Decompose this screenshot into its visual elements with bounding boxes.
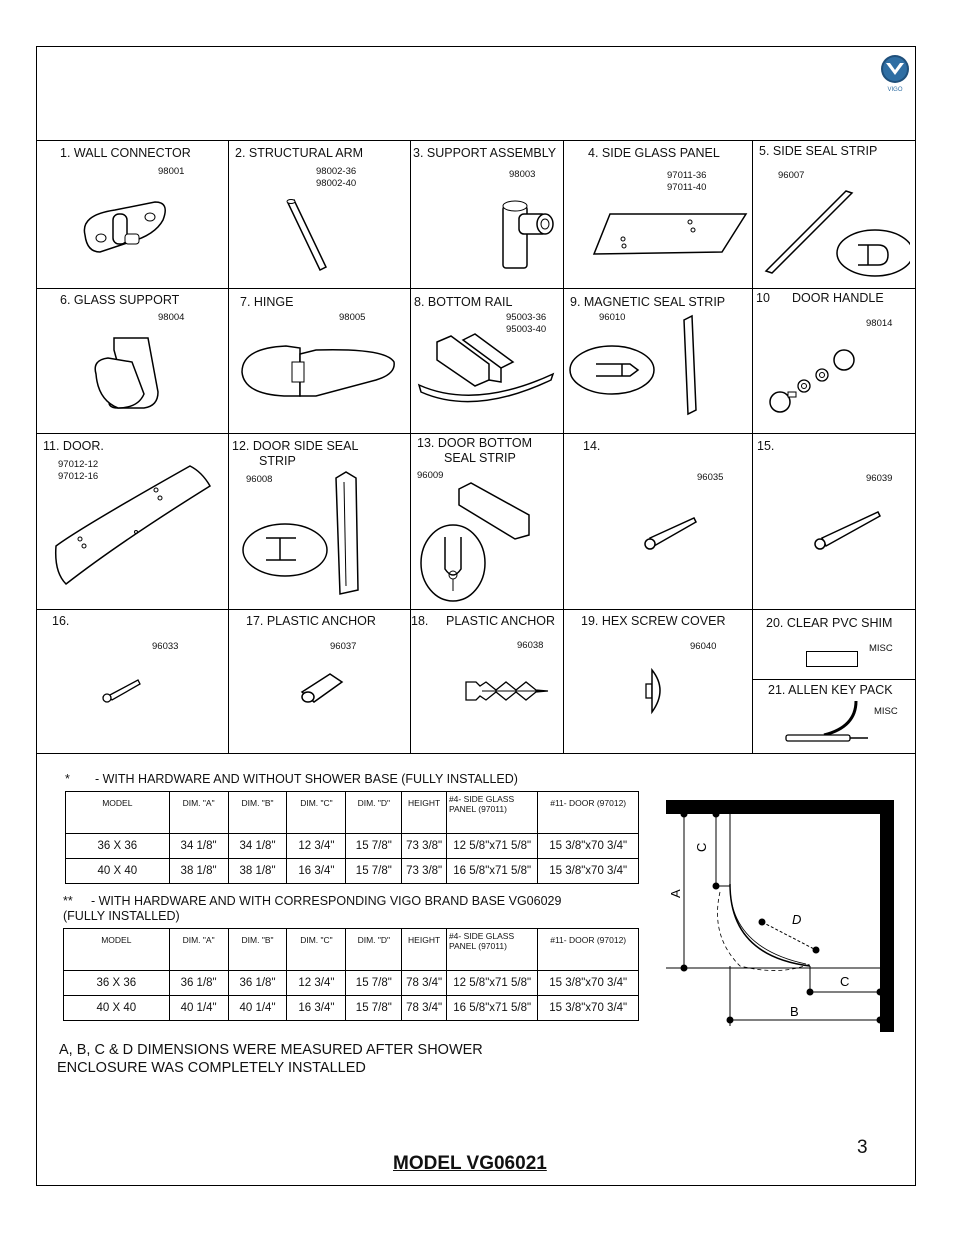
column-header: DIM. "A" <box>169 929 228 971</box>
table2-note-2: (FULLY INSTALLED) <box>63 909 180 923</box>
table-row <box>66 859 639 884</box>
table-cell: 36 X 36 <box>64 971 170 996</box>
table-cell: 15 7/8" <box>346 859 402 884</box>
part-label-2: DOOR HANDLE <box>792 291 884 305</box>
part-number: 96035 <box>697 472 724 483</box>
column-header: DIM. "A" <box>169 792 228 834</box>
part-number: 96033 <box>152 641 179 652</box>
part-number: 96010 <box>599 312 626 323</box>
part-number: 96009 <box>417 470 444 481</box>
part-label-2: PLASTIC ANCHOR <box>446 614 556 628</box>
part-label: 3. SUPPORT ASSEMBLY <box>413 146 557 160</box>
pvc-shim-illustration <box>806 651 858 667</box>
part-label: 11. DOOR. <box>43 439 104 453</box>
door-illustration <box>50 462 215 592</box>
part-label: 13. DOOR BOTTOM <box>417 436 533 450</box>
column-header: DIM. "D" <box>346 792 402 834</box>
door-bottom-seal-strip-illustration <box>415 475 555 605</box>
table-cell: 15 3/8"x70 3/4" <box>538 834 639 859</box>
table-cell: 34 1/8" <box>228 834 287 859</box>
table-cell: 38 1/8" <box>228 859 287 884</box>
part-number: 96037 <box>330 641 357 652</box>
small-screw-illustration <box>100 676 145 706</box>
part-label: 12. DOOR SIDE SEAL <box>232 439 359 453</box>
part-label: 9. MAGNETIC SEAL STRIP <box>570 295 726 309</box>
table-cell: 36 1/8" <box>228 971 287 996</box>
table-cell: 34 1/8" <box>169 834 228 859</box>
spec-table-without-base <box>65 791 639 884</box>
table-cell: 78 3/4" <box>402 971 447 996</box>
part-number: 96040 <box>690 641 717 652</box>
part-number: 96008 <box>246 474 273 485</box>
measure-note-line-2: ENCLOSURE WAS COMPLETELY INSTALLED <box>57 1060 366 1076</box>
part-label: 8. BOTTOM RAIL <box>414 295 513 309</box>
column-header: DIM. "C" <box>287 792 346 834</box>
part-label: 21. ALLEN KEY PACK <box>768 683 893 697</box>
allen-key-illustration <box>780 697 872 749</box>
support-assembly-illustration <box>495 188 560 273</box>
vigo-logo <box>878 53 912 93</box>
door-side-seal-strip-illustration <box>240 466 360 596</box>
table-cell: 40 1/4" <box>228 996 287 1021</box>
table-cell: 73 3/8" <box>402 834 447 859</box>
table-row <box>66 834 639 859</box>
part-label: 18. <box>411 614 429 628</box>
table-cell: 12 5/8"x71 5/8" <box>446 834 537 859</box>
screw-illustration <box>810 508 885 553</box>
logo-text: VIGO <box>887 87 903 93</box>
page-number: 3 <box>857 1137 868 1158</box>
part-label: 14. <box>583 439 601 453</box>
dim-label-c-horizontal: C <box>840 974 850 989</box>
hex-screw-cover-illustration <box>640 664 670 719</box>
column-header: MODEL <box>66 792 170 834</box>
table-cell: 12 3/4" <box>287 971 346 996</box>
part-number: 96007 <box>778 170 805 181</box>
dim-label-d: D <box>792 912 802 927</box>
column-header: DIM. "B" <box>228 929 287 971</box>
part-label-2: STRIP <box>259 454 296 468</box>
table-row <box>64 971 639 996</box>
part-label: 2. STRUCTURAL ARM <box>235 146 364 160</box>
column-header: HEIGHT <box>402 792 447 834</box>
dim-label-b: B <box>790 1004 799 1019</box>
part-label: 15. <box>757 439 775 453</box>
table-cell: 16 5/8"x71 5/8" <box>446 996 537 1021</box>
hinge-illustration <box>236 340 401 405</box>
part-number: 98003 <box>509 169 536 180</box>
table-cell: 15 7/8" <box>346 834 402 859</box>
part-number: 97012-12 97012-16 <box>58 459 99 482</box>
table-cell: 12 5/8"x71 5/8" <box>446 971 537 996</box>
magnetic-seal-strip-illustration <box>566 312 716 422</box>
part-label: 19. HEX SCREW COVER <box>581 614 726 628</box>
table-cell: 78 3/4" <box>402 996 447 1021</box>
table-cell: 73 3/8" <box>402 859 447 884</box>
part-number: 95003-36 95003-40 <box>506 312 547 335</box>
dim-label-a: A <box>668 889 683 898</box>
part-label: 20. CLEAR PVC SHIM <box>766 616 893 630</box>
bottom-rail-illustration <box>415 330 560 415</box>
table-cell: 36 1/8" <box>169 971 228 996</box>
table-cell: 15 3/8"x70 3/4" <box>538 971 639 996</box>
table-cell: 15 7/8" <box>346 996 402 1021</box>
column-header: MODEL <box>64 929 170 971</box>
part-number: 98014 <box>866 318 893 329</box>
table-cell: 16 3/4" <box>287 996 346 1021</box>
dimension-diagram <box>660 796 900 1038</box>
side-seal-strip-illustration <box>760 185 910 280</box>
table-row <box>64 996 639 1021</box>
part-number: 98001 <box>158 166 185 177</box>
table-cell: 40 X 40 <box>66 859 170 884</box>
column-header: #11- DOOR (97012) <box>538 792 639 834</box>
part-number: 96039 <box>866 473 893 484</box>
table-cell: 40 1/4" <box>169 996 228 1021</box>
column-header: #4- SIDE GLASS PANEL (97011) <box>446 929 537 971</box>
table-cell: 16 5/8"x71 5/8" <box>446 859 537 884</box>
column-header: DIM. "B" <box>228 792 287 834</box>
table1-note-mark: * <box>65 772 70 786</box>
table2-note: - WITH HARDWARE AND WITH CORRESPONDING VIGO BRAND BASE VG06029 <box>91 894 562 908</box>
part-number: 98004 <box>158 312 185 323</box>
part-label-2: SEAL STRIP <box>444 451 516 465</box>
table-cell: 38 1/8" <box>169 859 228 884</box>
part-number: 98005 <box>339 312 366 323</box>
column-header: #11- DOOR (97012) <box>538 929 639 971</box>
plastic-anchor-illustration <box>462 676 552 706</box>
part-label: 7. HINGE <box>240 295 294 309</box>
column-header: DIM. "C" <box>287 929 346 971</box>
part-label: 5. SIDE SEAL STRIP <box>759 144 878 158</box>
part-number: 98002-36 98002-40 <box>316 166 357 189</box>
table-cell: 15 3/8"x70 3/4" <box>538 859 639 884</box>
column-header: DIM. "D" <box>346 929 402 971</box>
table-cell: 15 7/8" <box>346 971 402 996</box>
door-handle-illustration <box>762 342 862 417</box>
table-cell: 36 X 36 <box>66 834 170 859</box>
table-cell: 15 3/8"x70 3/4" <box>538 996 639 1021</box>
part-label: 10 <box>756 291 770 305</box>
model-title: MODEL VG06021 <box>393 1153 547 1174</box>
column-header: #4- SIDE GLASS PANEL (97011) <box>446 792 537 834</box>
part-number: MISC <box>869 643 893 654</box>
spec-table-with-base <box>63 928 639 1021</box>
part-label: 16. <box>52 614 70 628</box>
dim-label-c-vertical: C <box>694 842 709 852</box>
glass-support-illustration <box>88 330 168 415</box>
part-number: 97011-36 97011-40 <box>667 170 707 193</box>
column-header: HEIGHT <box>402 929 447 971</box>
part-label: 17. PLASTIC ANCHOR <box>246 614 376 628</box>
side-glass-panel-illustration <box>590 208 755 258</box>
part-label: 6. GLASS SUPPORT <box>60 293 180 307</box>
table-cell: 16 3/4" <box>287 859 346 884</box>
part-label: 1. WALL CONNECTOR <box>60 146 191 160</box>
part-number: MISC <box>874 706 898 717</box>
wall-connector-illustration <box>75 190 170 265</box>
measure-note-line-1: A, B, C & D DIMENSIONS WERE MEASURED AFTER SHOWER <box>59 1042 483 1058</box>
table2-note-mark: ** <box>63 894 73 908</box>
table-cell: 40 X 40 <box>64 996 170 1021</box>
part-label: 4. SIDE GLASS PANEL <box>588 146 720 160</box>
structural-arm-illustration <box>280 195 330 275</box>
table1-note: - WITH HARDWARE AND WITHOUT SHOWER BASE (FULLY INSTALLED) <box>95 772 518 786</box>
screw-illustration <box>640 510 700 555</box>
plastic-anchor-illustration <box>298 668 348 708</box>
part-number: 96038 <box>517 640 544 651</box>
table-cell: 12 3/4" <box>287 834 346 859</box>
